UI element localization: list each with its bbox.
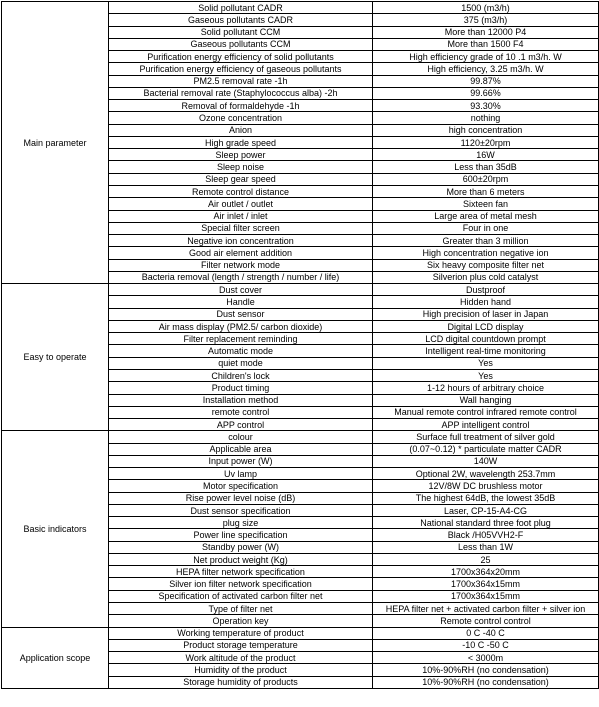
parameter-cell: Sleep gear speed: [109, 173, 373, 185]
value-cell: < 3000m: [373, 652, 599, 664]
value-cell: Laser, CP-15-A4-CG: [373, 504, 599, 516]
value-cell: 10%-90%RH (no condensation): [373, 676, 599, 688]
parameter-cell: Working temperature of product: [109, 627, 373, 639]
value-cell: 25: [373, 553, 599, 565]
value-cell: 140W: [373, 455, 599, 467]
category-cell: Easy to operate: [2, 284, 109, 431]
value-cell: 12V/8W DC brushless motor: [373, 480, 599, 492]
parameter-cell: Sleep power: [109, 149, 373, 161]
value-cell: Intelligent real-time monitoring: [373, 345, 599, 357]
value-cell: Hidden hand: [373, 296, 599, 308]
value-cell: Wall hanging: [373, 394, 599, 406]
value-cell: High efficiency, 3.25 m3/h. W: [373, 63, 599, 75]
parameter-cell: remote control: [109, 406, 373, 418]
parameter-cell: Air mass display (PM2.5/ carbon dioxide): [109, 320, 373, 332]
parameter-cell: quiet mode: [109, 357, 373, 369]
value-cell: 16W: [373, 149, 599, 161]
parameter-cell: Anion: [109, 124, 373, 136]
value-cell: Remote control control: [373, 615, 599, 627]
value-cell: 99.66%: [373, 87, 599, 99]
value-cell: 600±20rpm: [373, 173, 599, 185]
parameter-cell: Filter network mode: [109, 259, 373, 271]
parameter-cell: Type of filter net: [109, 603, 373, 615]
category-cell: Application scope: [2, 627, 109, 688]
table-row: [2, 627, 599, 639]
value-cell: 0 C -40 C: [373, 627, 599, 639]
value-cell: (0.07~0.12) * particulate matter CADR: [373, 443, 599, 455]
parameter-cell: Applicable area: [109, 443, 373, 455]
parameter-cell: Filter replacement reminding: [109, 333, 373, 345]
parameter-cell: Input power (W): [109, 455, 373, 467]
value-cell: 1-12 hours of arbitrary choice: [373, 382, 599, 394]
value-cell: 1700x364x15mm: [373, 578, 599, 590]
parameter-cell: Operation key: [109, 615, 373, 627]
value-cell: HEPA filter net + activated carbon filter + silver ion: [373, 603, 599, 615]
category-cell: Basic indicators: [2, 431, 109, 627]
parameter-cell: Standby power (W): [109, 541, 373, 553]
table-row: [2, 284, 599, 296]
parameter-cell: Product timing: [109, 382, 373, 394]
value-cell: 1700x364x15mm: [373, 590, 599, 602]
parameter-cell: Product storage temperature: [109, 639, 373, 651]
value-cell: Manual remote control infrared remote control: [373, 406, 599, 418]
value-cell: More than 12000 P4: [373, 26, 599, 38]
value-cell: 99.87%: [373, 75, 599, 87]
value-cell: The highest 64dB, the lowest 35dB: [373, 492, 599, 504]
value-cell: -10 C -50 C: [373, 639, 599, 651]
parameter-cell: Bacteria removal (length / strength / number / life): [109, 271, 373, 283]
parameter-cell: Motor specification: [109, 480, 373, 492]
parameter-cell: Good air element addition: [109, 247, 373, 259]
parameter-cell: Removal of formaldehyde -1h: [109, 100, 373, 112]
parameter-cell: APP control: [109, 419, 373, 431]
parameter-cell: Power line specification: [109, 529, 373, 541]
value-cell: LCD digital countdown prompt: [373, 333, 599, 345]
value-cell: High efficiency grade of 10 .1 m3/h. W: [373, 51, 599, 63]
value-cell: Black /H05VVH2-F: [373, 529, 599, 541]
parameter-cell: HEPA filter network specification: [109, 566, 373, 578]
value-cell: Four in one: [373, 222, 599, 234]
value-cell: nothing: [373, 112, 599, 124]
parameter-cell: Gaseous pollutants CCM: [109, 38, 373, 50]
value-cell: Yes: [373, 369, 599, 381]
parameter-cell: Humidity of the product: [109, 664, 373, 676]
parameter-cell: Solid pollutant CCM: [109, 26, 373, 38]
parameter-cell: Automatic mode: [109, 345, 373, 357]
value-cell: 375 (m3/h): [373, 14, 599, 26]
value-cell: Large area of metal mesh: [373, 210, 599, 222]
parameter-cell: Storage humidity of products: [109, 676, 373, 688]
parameter-cell: Dust sensor specification: [109, 504, 373, 516]
parameter-cell: Uv lamp: [109, 468, 373, 480]
parameter-cell: Bacterial removal rate (Staphylococcus alba) -2h: [109, 87, 373, 99]
parameter-cell: Purification energy efficiency of gaseous pollutants: [109, 63, 373, 75]
value-cell: Less than 1W: [373, 541, 599, 553]
parameter-cell: Dust sensor: [109, 308, 373, 320]
value-cell: Digital LCD display: [373, 320, 599, 332]
value-cell: high concentration: [373, 124, 599, 136]
value-cell: 1700x364x20mm: [373, 566, 599, 578]
parameter-cell: Silver ion filter network specification: [109, 578, 373, 590]
parameter-cell: Children's lock: [109, 369, 373, 381]
value-cell: Optional 2W, wavelength 253.7mm: [373, 468, 599, 480]
parameter-cell: High grade speed: [109, 136, 373, 148]
parameter-cell: plug size: [109, 517, 373, 529]
value-cell: More than 1500 F4: [373, 38, 599, 50]
value-cell: Dustproof: [373, 284, 599, 296]
parameter-cell: Solid pollutant CADR: [109, 2, 373, 14]
parameter-cell: Sleep noise: [109, 161, 373, 173]
parameter-cell: Handle: [109, 296, 373, 308]
value-cell: Greater than 3 million: [373, 235, 599, 247]
value-cell: 1500 (m3/h): [373, 2, 599, 14]
parameter-cell: Gaseous pollutants CADR: [109, 14, 373, 26]
parameter-cell: Dust cover: [109, 284, 373, 296]
value-cell: High precision of laser in Japan: [373, 308, 599, 320]
value-cell: High concentration negative ion: [373, 247, 599, 259]
table-row: [2, 2, 599, 14]
value-cell: National standard three foot plug: [373, 517, 599, 529]
value-cell: 1120±20rpm: [373, 136, 599, 148]
category-cell: Main parameter: [2, 2, 109, 284]
value-cell: 10%-90%RH (no condensation): [373, 664, 599, 676]
parameter-cell: Purification energy efficiency of solid pollutants: [109, 51, 373, 63]
parameter-cell: Special filter screen: [109, 222, 373, 234]
parameter-cell: Negative ion concentration: [109, 235, 373, 247]
parameter-cell: Work altitude of the product: [109, 652, 373, 664]
parameter-cell: Remote control distance: [109, 185, 373, 197]
value-cell: More than 6 meters: [373, 185, 599, 197]
parameter-cell: PM2.5 removal rate -1h: [109, 75, 373, 87]
parameter-cell: Air inlet / inlet: [109, 210, 373, 222]
value-cell: Six heavy composite filter net: [373, 259, 599, 271]
value-cell: 93.30%: [373, 100, 599, 112]
spec-table: [1, 1, 599, 689]
value-cell: Less than 35dB: [373, 161, 599, 173]
parameter-cell: Specification of activated carbon filter net: [109, 590, 373, 602]
value-cell: Sixteen fan: [373, 198, 599, 210]
spec-table-body: [2, 2, 599, 689]
value-cell: Yes: [373, 357, 599, 369]
value-cell: Surface full treatment of silver gold: [373, 431, 599, 443]
parameter-cell: Ozone concentration: [109, 112, 373, 124]
value-cell: APP intelligent control: [373, 419, 599, 431]
parameter-cell: Net product weight (Kg): [109, 553, 373, 565]
table-row: [2, 431, 599, 443]
value-cell: Silverion plus cold catalyst: [373, 271, 599, 283]
parameter-cell: Air outlet / outlet: [109, 198, 373, 210]
parameter-cell: colour: [109, 431, 373, 443]
parameter-cell: Installation method: [109, 394, 373, 406]
parameter-cell: Rise power level noise (dB): [109, 492, 373, 504]
